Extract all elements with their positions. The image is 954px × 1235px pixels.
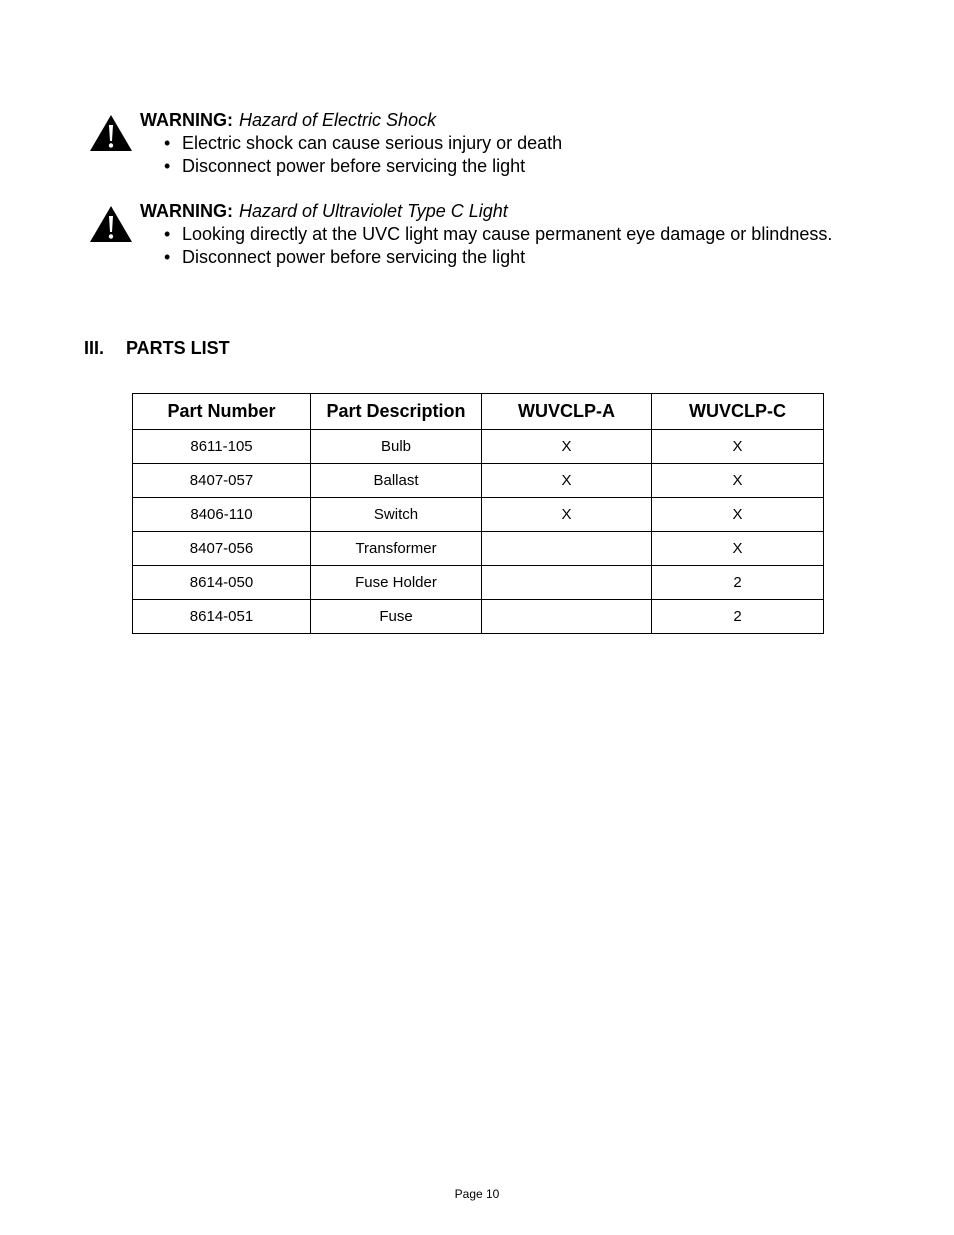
list-item: • Disconnect power before servicing the light <box>164 156 526 176</box>
warning-triangle-icon <box>89 114 133 152</box>
section-heading <box>84 337 230 360</box>
cell-part-description: Fuse <box>311 600 482 634</box>
table-row <box>133 532 824 566</box>
bullet-icon: • <box>164 133 171 153</box>
section-title: PARTS LIST <box>126 338 230 358</box>
warning-hazard: Hazard of Electric Shock <box>239 110 437 130</box>
warning-label: WARNING: <box>140 201 233 221</box>
cell-part-description: Bulb <box>311 430 482 464</box>
cell-wuvclp-c: 2 <box>652 566 824 600</box>
warning-text <box>140 109 562 178</box>
section-number: III. <box>84 338 105 358</box>
cell-wuvclp-a: X <box>482 498 652 532</box>
cell-part-number: 8614-050 <box>133 566 311 600</box>
cell-wuvclp-c: X <box>652 430 824 464</box>
cell-part-description: Ballast <box>311 464 482 498</box>
page-number: Page 10 <box>454 1187 500 1201</box>
cell-wuvclp-a <box>482 532 652 566</box>
bullet-icon: • <box>164 224 171 244</box>
cell-part-description: Fuse Holder <box>311 566 482 600</box>
column-header-wuvclp-c: WUVCLP-C <box>652 394 824 430</box>
table-header-row <box>133 394 824 430</box>
bullet-icon: • <box>164 247 171 267</box>
cell-part-number: 8611-105 <box>133 430 311 464</box>
warning-triangle-icon <box>89 205 133 243</box>
list-item: • Electric shock can cause serious injury or death <box>164 133 563 153</box>
cell-wuvclp-c: X <box>652 498 824 532</box>
table-row <box>133 464 824 498</box>
warning-bullet-list <box>140 223 832 269</box>
cell-wuvclp-a <box>482 566 652 600</box>
bullet-icon: • <box>164 156 171 176</box>
cell-part-number: 8407-056 <box>133 532 311 566</box>
warning-bullet-list <box>140 132 562 178</box>
cell-part-number: 8407-057 <box>133 464 311 498</box>
column-header-wuvclp-a: WUVCLP-A <box>482 394 652 430</box>
cell-wuvclp-a: X <box>482 464 652 498</box>
table-row <box>133 566 824 600</box>
warning-text <box>140 200 832 269</box>
table-row <box>133 430 824 464</box>
cell-part-number: 8614-051 <box>133 600 311 634</box>
table-row <box>133 498 824 532</box>
cell-part-number: 8406-110 <box>133 498 311 532</box>
cell-wuvclp-a <box>482 600 652 634</box>
cell-wuvclp-a: X <box>482 430 652 464</box>
list-item: • Disconnect power before servicing the light <box>164 247 526 267</box>
table-row <box>133 600 824 634</box>
warning-title <box>140 109 562 132</box>
column-header-part-number: Part Number <box>133 394 311 430</box>
parts-table <box>132 393 824 634</box>
cell-wuvclp-c: 2 <box>652 600 824 634</box>
warning-title <box>140 200 832 223</box>
cell-wuvclp-c: X <box>652 464 824 498</box>
warning-label: WARNING: <box>140 110 233 130</box>
cell-part-description: Transformer <box>311 532 482 566</box>
warning-hazard: Hazard of Ultraviolet Type C Light <box>239 201 508 221</box>
cell-part-description: Switch <box>311 498 482 532</box>
list-item: • Looking directly at the UVC light may cause permanent eye damage or blindness. <box>164 224 833 244</box>
column-header-part-description: Part Description <box>311 394 482 430</box>
cell-wuvclp-c: X <box>652 532 824 566</box>
